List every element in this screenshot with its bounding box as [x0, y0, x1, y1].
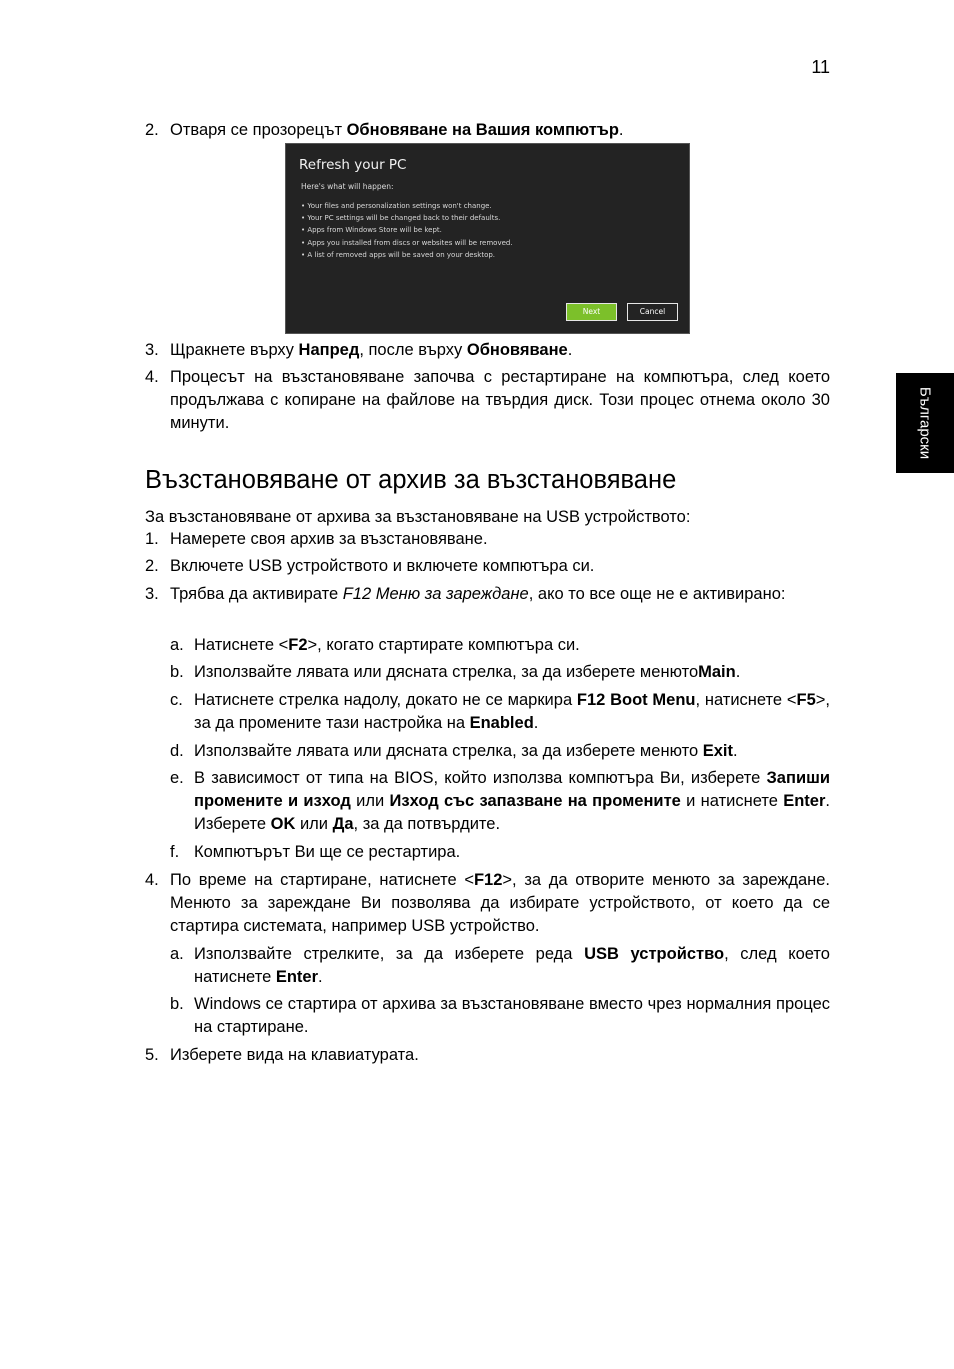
section-intro: За възстановяване от архива за възстановяване на USB устройството:: [145, 508, 691, 526]
step-4-text: Процесът на възстановяване започва с рестартиране на компютъра, след което продължава с копиране на файлове на твърдия диск. Този процес отнема около 30 минути.: [170, 368, 830, 432]
step-3-number: 3.: [145, 341, 159, 359]
recovery-step-1-number: 1.: [145, 530, 159, 548]
substep-3f-letter: f.: [170, 843, 180, 861]
page-number: 11: [811, 57, 830, 77]
dialog-title: Refresh your PC: [299, 157, 407, 173]
recovery-step-2-text: Включете USB устройството и включете компютъра си.: [170, 557, 595, 575]
recovery-step-3-text: Трябва да активирате F12 Меню за зареждане, ако то все още не е активирано:: [170, 585, 786, 603]
recovery-step-4-text: По време на стартиране, натиснете <F12>, за да отворите менюто за зареждане. Менюто за зареждане Ви позволява да избирате устройството, от което да се стартира системата, например USB устройство.: [170, 871, 831, 935]
substep-3e-letter: e.: [170, 769, 184, 787]
dialog-list: [301, 200, 513, 261]
substep-4a-letter: a.: [170, 945, 184, 963]
substep-3c-letter: c.: [170, 691, 183, 709]
substep-4b-text: Windows се стартира от архива за възстановяване вместо чрез нормалния процес на стартиране.: [194, 995, 830, 1036]
substep-3b-letter: b.: [170, 663, 184, 681]
refresh-pc-dialog: [285, 143, 690, 334]
substep-3f-text: Компютърът Ви ще се рестартира.: [194, 843, 461, 861]
language-side-tab: [896, 373, 954, 473]
substep-3a-text: Натиснете <F2>, когато стартирате компютъра си.: [194, 636, 580, 654]
recovery-step-4-number: 4.: [145, 871, 159, 889]
language-label: Български: [916, 386, 934, 460]
recovery-step-1-text: Намерете своя архив за възстановяване.: [170, 530, 488, 548]
step-4-number: 4.: [145, 368, 159, 386]
substep-3c-text: Натиснете стрелка надолу, докато не се маркира F12 Boot Menu, натиснете <F5>, за да промените тази настройка на Enabled.: [194, 691, 830, 732]
dialog-list-item: • A list of removed apps will be saved on your desktop.: [301, 250, 496, 259]
recovery-step-2-number: 2.: [145, 557, 159, 575]
recovery-step-5-number: 5.: [145, 1046, 159, 1064]
substep-4b-letter: b.: [170, 995, 184, 1013]
recovery-step-5-text: Изберете вида на клавиатурата.: [170, 1046, 419, 1064]
step-2-number: 2.: [145, 121, 159, 139]
substep-3e-text: В зависимост от типа на BIOS, който използва компютъра Ви, изберете Запиши промените и изход или Изход със запазване на промените и натиснете Enter. Изберете OK или Да, за да потвърдите.: [194, 769, 830, 833]
section-heading: Възстановяване от архив за възстановяване: [145, 466, 677, 494]
substep-3d-text: Използвайте лявата или дясната стрелка, за да изберете менюто Exit.: [194, 742, 738, 760]
cancel-button[interactable]: Cancel: [627, 303, 678, 321]
dialog-list-item: • Your files and personalization settings won't change.: [301, 202, 492, 210]
substep-3d-letter: d.: [170, 742, 184, 760]
dialog-list-item: • Apps you installed from discs or websites will be removed.: [301, 238, 513, 247]
dialog-list-item: • Your PC settings will be changed back to their defaults.: [301, 214, 501, 223]
step-3-text: Щракнете върху Напред, после върху Обновяване.: [170, 341, 573, 359]
dialog-list-item: • Apps from Windows Store will be kept.: [301, 226, 442, 235]
substep-4a-text: Използвайте стрелките, за да изберете реда USB устройство, след което натиснете Enter.: [194, 945, 830, 986]
recovery-step-3-number: 3.: [145, 585, 159, 603]
dialog-subtitle: Here's what will happen:: [301, 182, 394, 191]
substep-3a-letter: a.: [170, 636, 184, 654]
step-2-text: Отваря се прозорецът Обновяване на Вашия компютър.: [170, 121, 624, 139]
substep-3b-text: Използвайте лявата или дясната стрелка, за да изберете менютоMain.: [194, 663, 741, 681]
next-button[interactable]: Next: [566, 303, 617, 321]
